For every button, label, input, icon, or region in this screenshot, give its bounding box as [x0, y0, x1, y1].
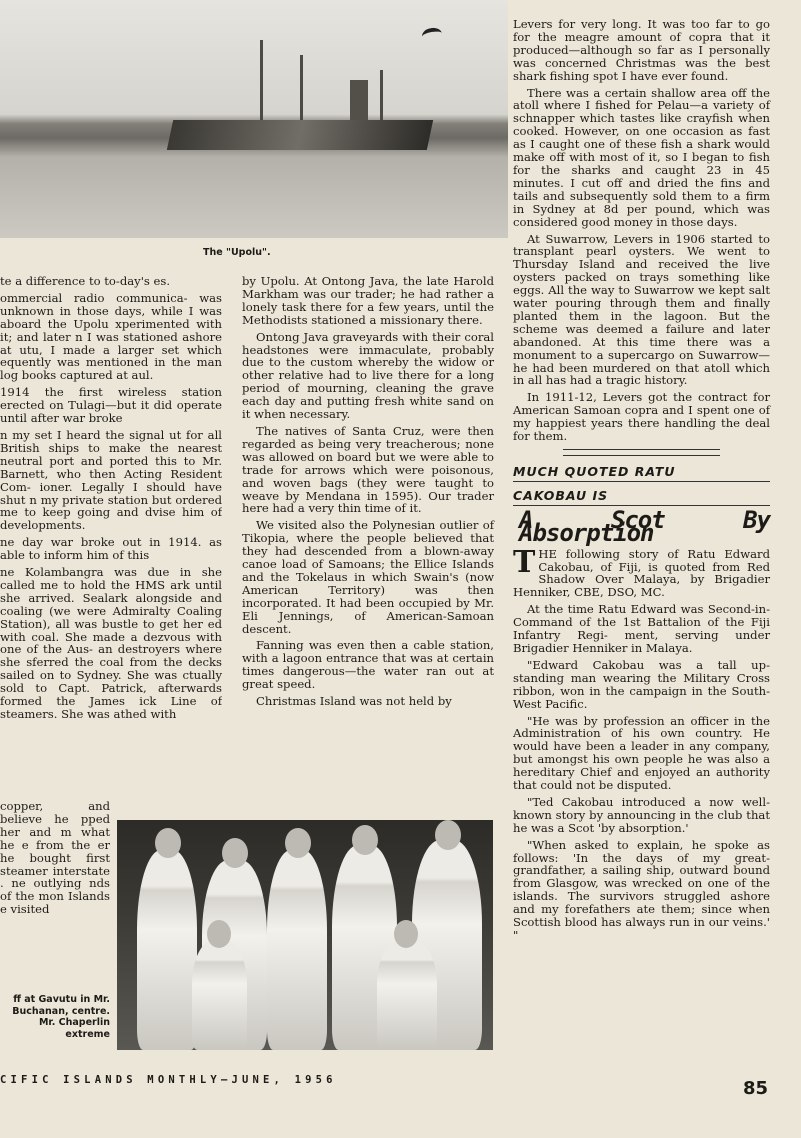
photo-caption: The "Upolu". [203, 247, 271, 258]
person-figure [137, 850, 197, 1050]
photo-upolu-ship [0, 0, 508, 238]
paragraph: ne Kolambangra was due in she called me to hold the HMS ark until she arrived. Sealark alongside and coaling (we were Admiralty Coaling Station), all was bustle to get her ed with coal. She made a dezvous with one of the Aus- an destroyers where she sferred the coal from the decks sailed on to Sydney. She was ctually sold to Capt. Patrick, afterwards formed the James ick Line of steamers. She was athed with [0, 565, 222, 721]
column-middle [242, 275, 494, 712]
drop-cap: T [513, 544, 536, 580]
article-headline: A Scot By Absorption [519, 505, 770, 547]
paragraph: Ontong Java graveyards with their coral headstones were immaculate, probably due to the custom whereby the widow or other relative had to live there for a long period of mourning, cleaning the grave each day and putting fresh white sand on it when necessary. [242, 329, 494, 422]
section-divider [563, 449, 720, 456]
person-figure [377, 940, 437, 1050]
column-left [0, 275, 222, 805]
column-left-continued [0, 800, 110, 920]
paragraph: 1914 the first wireless station erected on Tulagi—but it did operate until after war broke [0, 385, 222, 426]
person-head [435, 820, 461, 850]
paragraph: Christmas Island was not held by [256, 694, 452, 709]
paragraph: "Edward Cakobau was a tall up- standing man wearing the Military Cross ribbon, won in the campaign in the South-West Pacific. [513, 657, 770, 711]
paragraph: Fanning was even then a cable station, with a lagoon entrance that was at certain times dangerous—the water ran out at great speed. [242, 638, 494, 692]
paragraph: n my set I heard the signal ut for all British ships to make the nearest neutral port and ported this to Mr. Barnett, who then Acting Resident Com- ioner. Legally I should have shut n my private station but ordered me to keep going and dvise him of developments. [0, 427, 222, 533]
article-lead-paragraph [513, 544, 770, 600]
person-head [155, 828, 181, 858]
lead-text: HE following story of Ratu Edward Cakobau, of Fiji, is quoted from Red Shadow Over Malaya, by Brigadier Henniker, CBE, DSO, MC. [513, 546, 770, 600]
bird-shape [421, 26, 443, 43]
paragraph: "He was by profession an officer in the Administration of his own country. He would have been a leader in any company, but amongst his own people he was also a hereditary Chief and enjoyed an authority that could not be disputed. [513, 713, 770, 793]
paragraph: At Suwarrow, Levers in 1906 started to transplant pearl oysters. We went to Thursday Island and received the live oysters packed on trays something like eggs. All the way to Suwarrow we kept salt water pouring through them and finally planted them in the lagoon. But the scheme was deemed a failure and later abandoned. At this time there was a monument to a supercargo on Suwarrow—he had been murdered on that atoll which in all has had a tragic history. [513, 231, 770, 388]
paragraph: copper, and believe he pped her and m what he e from the er he bought first steamer interstate . ne outlying nds of the mon Islands e visited [0, 800, 110, 917]
person-head [285, 828, 311, 858]
paragraph: by Upolu. At Ontong Java, the late Harold Markham was our trader; he had rather a lonely task there for a few years, until the Methodists stationed a missionary there. [242, 274, 494, 327]
person-head [222, 838, 248, 868]
ship-mast [260, 40, 263, 130]
ship-mast [300, 55, 303, 130]
running-footer: CIFIC ISLANDS MONTHLY—JUNE, 1956 [0, 1074, 337, 1086]
paragraph: Levers for very long. It was too far to go for the meagre amount of copra that it produced—although so far as I personally was concerned Christmas was the best shark fishing spot I have ever found. [513, 17, 770, 83]
paragraph: In 1911-12, Levers got the contract for American Samoan copra and I spent one of my happiest years there handling the deal for them. [513, 390, 770, 444]
paragraph: ommercial radio communica- was unknown in those days, while I was aboard the Upolu xperimented with it; and later n I was stationed ashore at utu, I made a larger set which equently was mentioned in the man log books captured at aul. [0, 290, 222, 383]
paragraph: "Ted Cakobau introduced a now well-known story by announcing in the club that he was a Scot 'by absorption.' [513, 794, 770, 835]
person-figure [192, 940, 247, 1050]
paragraph: There was a certain shallow area off the atoll where I fished for Pelau—a variety of schnapper which tastes like crayfish when cooked. However, on one occasion as fast as I caught one of these fish a shark would make off with most of it, so I began to fish for the sharks and caught 23 in 45 minutes. I cut off and dried the fins and tails and subsequently sold them to a firm in Sydney at 8d per pound, which was considered good money in those days. [513, 85, 770, 229]
person-head [394, 920, 418, 948]
person-head [352, 825, 378, 855]
person-head [207, 920, 231, 948]
page-number: 85 [743, 1078, 769, 1099]
photo-staff-group [117, 820, 493, 1050]
article-kicker-line-1: MUCH QUOTED RATU [513, 466, 770, 482]
photo-caption: ff at Gavutu in Mr. Buchanan, centre. Mr. Chaperlin extreme [12, 994, 110, 1040]
person-figure [267, 850, 327, 1050]
article-kicker-line-2: CAKOBAU IS [513, 490, 770, 506]
ship-hull [167, 120, 433, 150]
paragraph: At the time Ratu Edward was Second-in-Command of the 1st Battalion of the Fiji Infantry Regi- ment, serving under Brigadier Henniker in Malaya. [513, 602, 770, 655]
paragraph: "When asked to explain, he spoke as follows: 'In the days of my great-grandfather, a sailing ship, outward bound from Glasgow, was wrecked on one of the islands. The survivors struggled ashore and my forefathers ate them; since when Scottish blood has always run in our veins.' " [513, 837, 770, 942]
ship-funnel [350, 80, 368, 125]
paragraph: te a difference to to-day's es. [0, 275, 171, 288]
paragraph: We visited also the Polynesian outlier of Tikopia, where the people believed that they had descended from a blown-away canoe load of Samoans; the Ellice Islands and the Tokelaus in which Swain's (now American Territory) was then incorporated. It had been occupied by Mr. Eli Jennings, of American-Samoan descent. [242, 518, 494, 636]
paragraph: The natives of Santa Cruz, were then regarded as being very treacherous; none was allowed on board but we were able to trade for arrows which were poisonous, and woven bags (they were taught to weave by Mendana in 1595). Our trader here had a very thin time of it. [242, 423, 494, 516]
column-right [513, 18, 770, 946]
paragraph: ne day war broke out in 1914. as able to inform him of this [0, 535, 222, 563]
